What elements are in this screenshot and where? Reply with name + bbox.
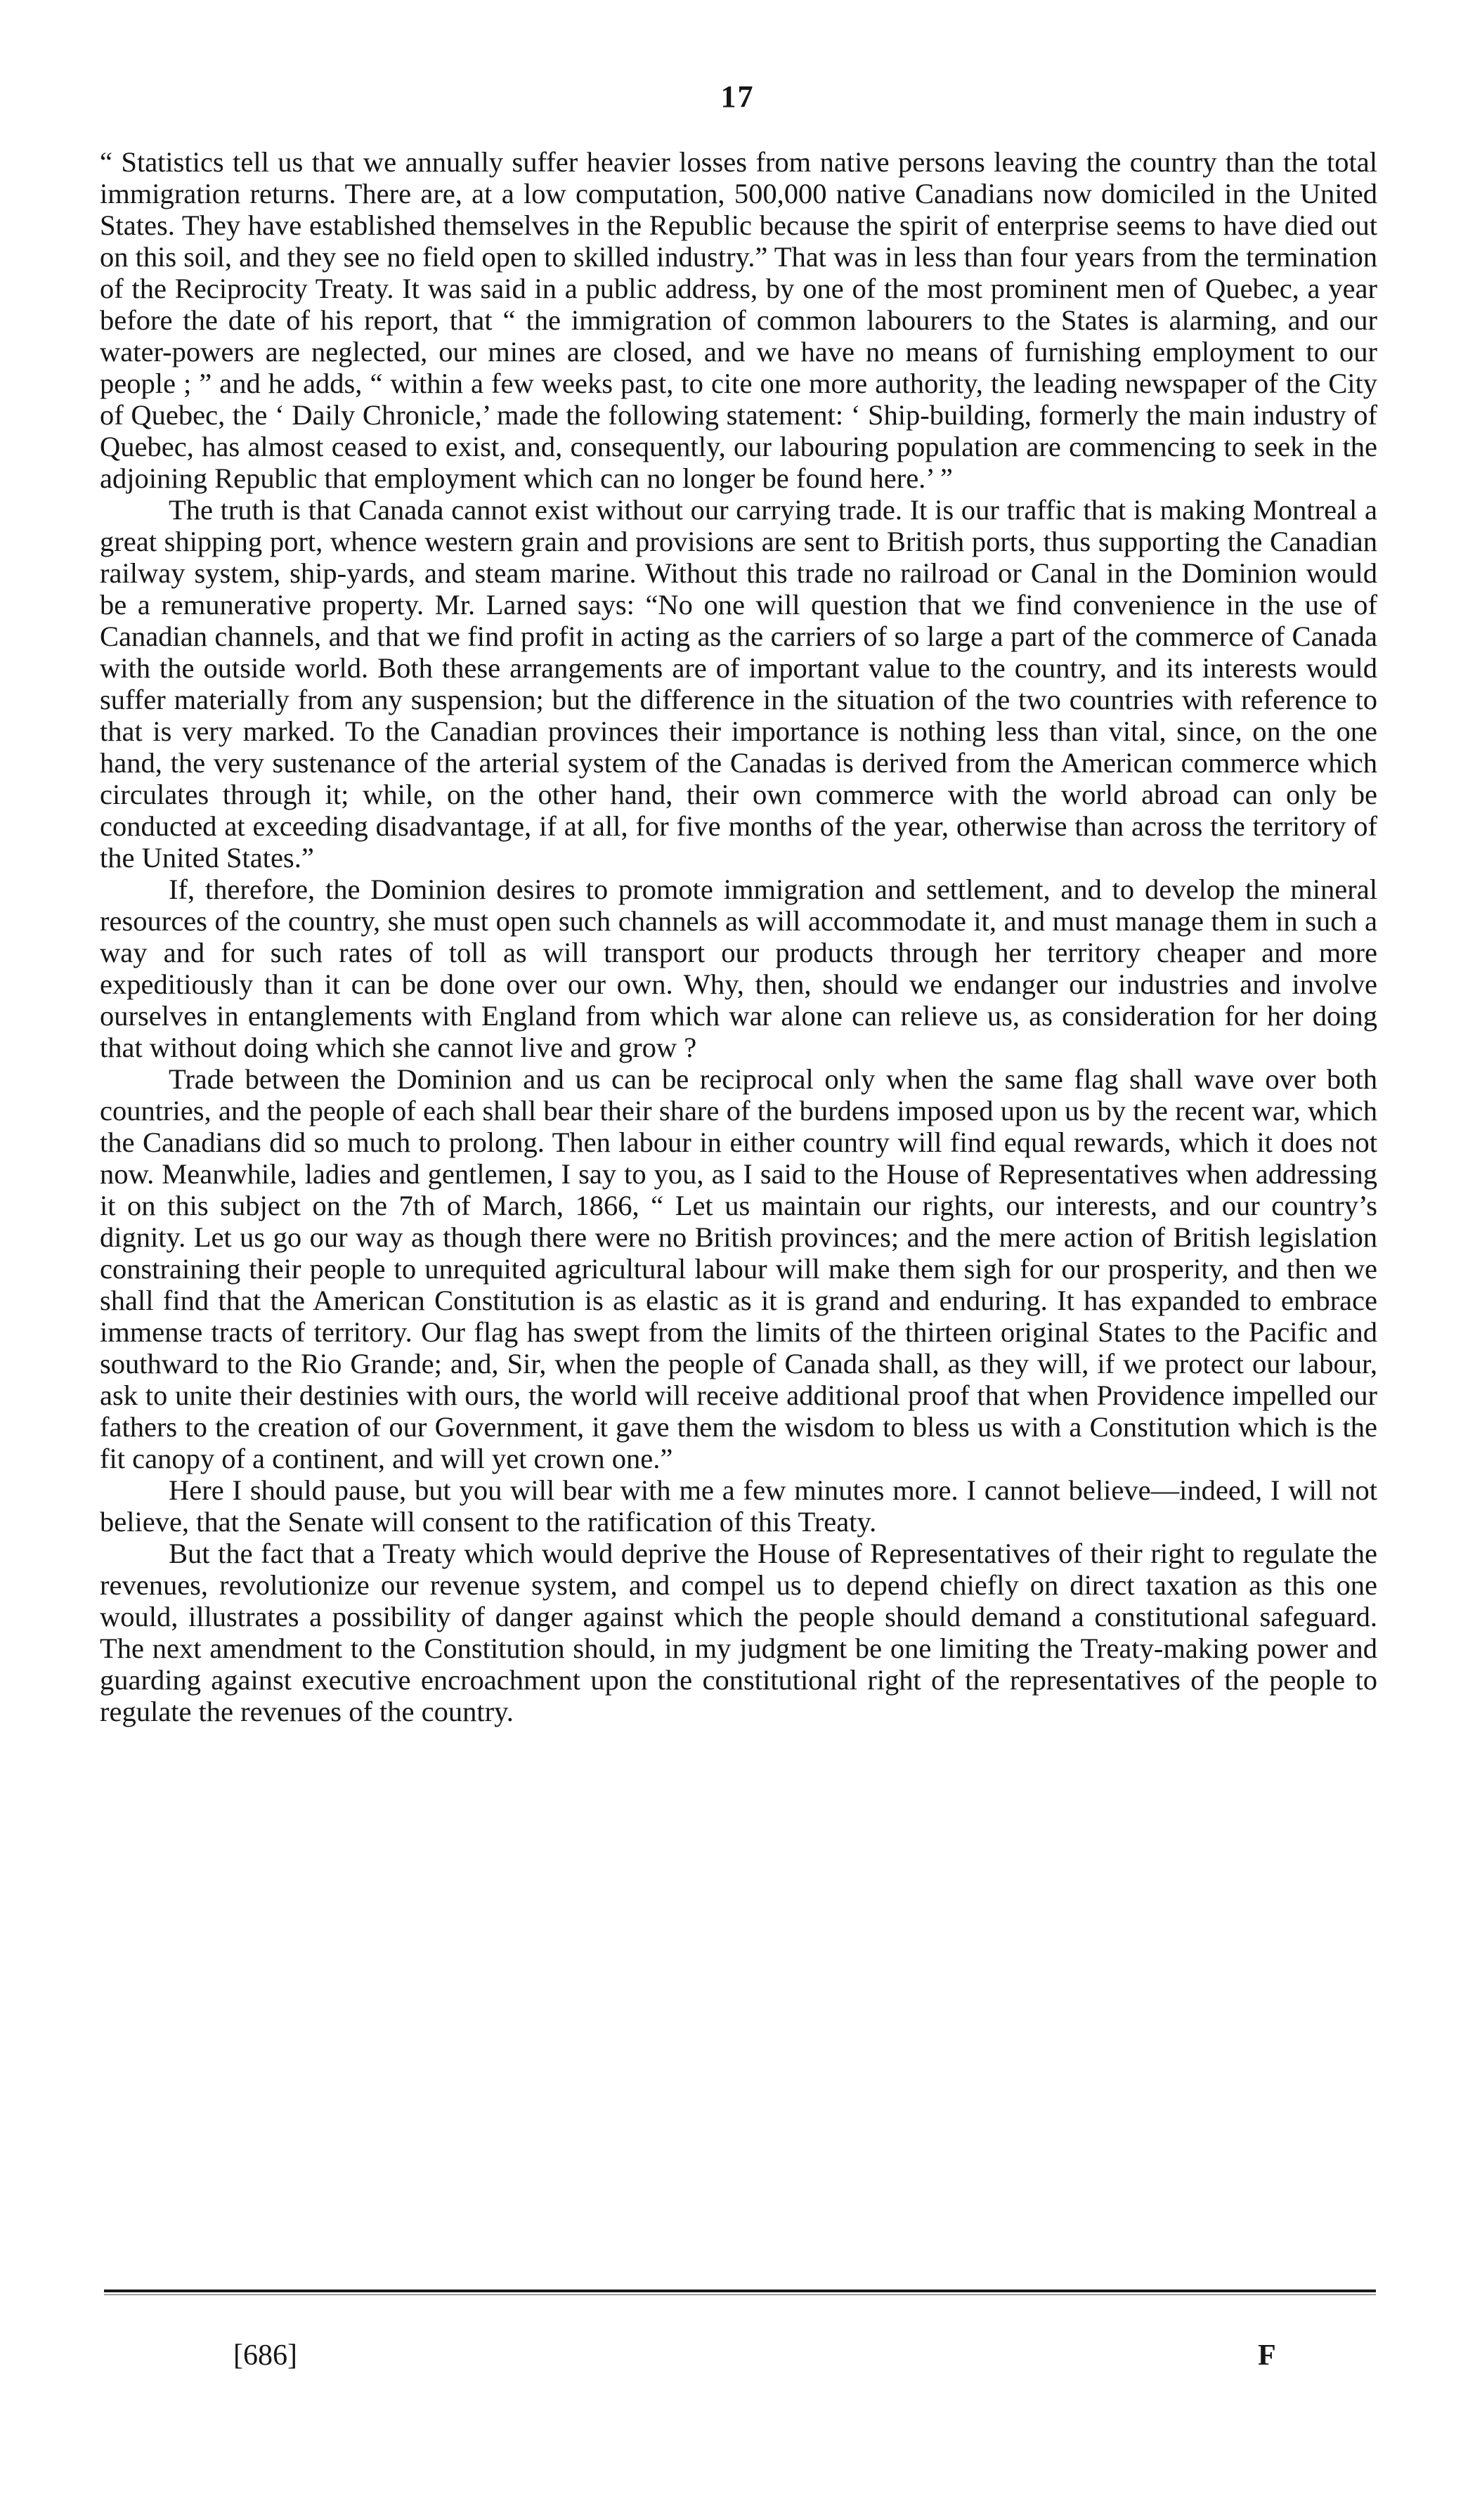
paragraph-5: Here I should pause, but you will bear with me a few minutes more. I cannot believe—indeed, I will not believe, that the Senate will consent to the ratification of this Treaty.: [100, 1474, 1377, 1538]
paragraph-3: If, therefore, the Dominion desires to promote immigration and settlement, and to develop the mineral resources of the country, she must open such channels as will accommodate it, and must manage them in such a way and for such rates of toll as will transport our products through her territory cheaper and more expeditiously than it can be done over our own. Why, then, should we endanger our industries and involve ourselves in entanglements with England from which war alone can relieve us, as consideration for her doing that without doing which she cannot live and grow ?: [100, 873, 1377, 1063]
paragraph-6: But the fact that a Treaty which would deprive the House of Representatives of their right to regulate the revenues, revolutionize our revenue system, and compel us to depend chiefly on direct taxation as this one would, illustrates a possibility of danger against which the people should demand a constitutional safeguard. The next amendment to the Constitution should, in my judgment be one limiting the Treaty-making power and guarding against executive encroachment upon the constitutional right of the representatives of the people to regulate the revenues of the country.: [100, 1538, 1377, 1727]
footer-signature-mark: [686]: [233, 2339, 297, 2372]
paragraph-4: Trade between the Dominion and us can be reciprocal only when the same flag shall wave over both countries, and the people of each shall bear their share of the burdens imposed upon us by the recent war, which the Canadians did so much to prolong. Then labour in either country will find equal rewards, which it does not now. Meanwhile, ladies and gentlemen, I say to you, as I said to the House of Representatives when addressing it on this subject on the 7th of March, 1866, “ Let us maintain our rights, our interests, and our country’s dignity. Let us go our way as though there were no British provinces; and the mere action of British legislation constraining their people to unrequited agricultural labour will make them sigh for our prosperity, and then we shall find that the American Constitution is as elastic as it is grand and enduring. It has expanded to embrace immense tracts of territory. Our flag has swept from the limits of the thirteen original States to the Pacific and southward to the Rio Grande; and, Sir, when the people of Canada shall, as they will, if we protect our labour, ask to unite their destinies with ours, the world will receive additional proof that when Providence impelled our fathers to the creation of our Government, it gave them the wisdom to bless us with a Constitution which is the fit canopy of a continent, and will yet crown one.”: [100, 1063, 1377, 1474]
footer-gathering-letter: F: [1258, 2339, 1276, 2372]
paragraph-2: The truth is that Canada cannot exist without our carrying trade. It is our traffic that is making Montreal a great shipping port, whence western grain and provisions are sent to British ports, thus supporting the Canadian railway system, ship-yards, and steam marine. Without this trade no railroad or Canal in the Dominion would be a remunerative property. Mr. Larned says: “No one will question that we find convenience in the use of Canadian channels, and that we find profit in acting as the carriers of so large a part of the commerce of Canada with the outside world. Both these arrangements are of important value to the country, and its interests would suffer materially from any suspension; but the difference in the situation of the two countries with reference to that is very marked. To the Canadian provinces their importance is nothing less than vital, since, on the one hand, the very sustenance of the arterial system of the Canadas is derived from the American commerce which circulates through it; while, on the other hand, their own commerce with the world abroad can only be conducted at exceeding disadvantage, if at all, for five months of the year, otherwise than across the territory of the United States.”: [100, 494, 1377, 873]
footer-rule: [104, 2290, 1376, 2292]
paragraph-1: “ Statistics tell us that we annually suffer heavier losses from native persons leaving the country than the total immigration returns. There are, at a low computation, 500,000 native Canadians now domiciled in the United States. They have established themselves in the Republic because the spirit of enterprise seems to have died out on this soil, and they see no field open to skilled industry.” That was in less than four years from the termination of the Reciprocity Treaty. It was said in a public address, by one of the most prominent men of Quebec, a year before the date of his report, that “ the immigration of common labourers to the States is alarming, and our water-powers are neglected, our mines are closed, and we have no means of furnishing employment to our people ; ” and he adds, “ within a few weeks past, to cite one more authority, the leading newspaper of the City of Quebec, the ‘ Daily Chronicle,’ made the following statement: ‘ Ship-building, formerly the main industry of Quebec, has almost ceased to exist, and, consequently, our labouring population are commencing to seek in the adjoining Republic that employment which can no longer be found here.’ ”: [100, 146, 1377, 494]
footer-rule-thin: [104, 2294, 1376, 2295]
body-text: [100, 146, 1377, 1727]
page-number: 17: [720, 79, 755, 114]
